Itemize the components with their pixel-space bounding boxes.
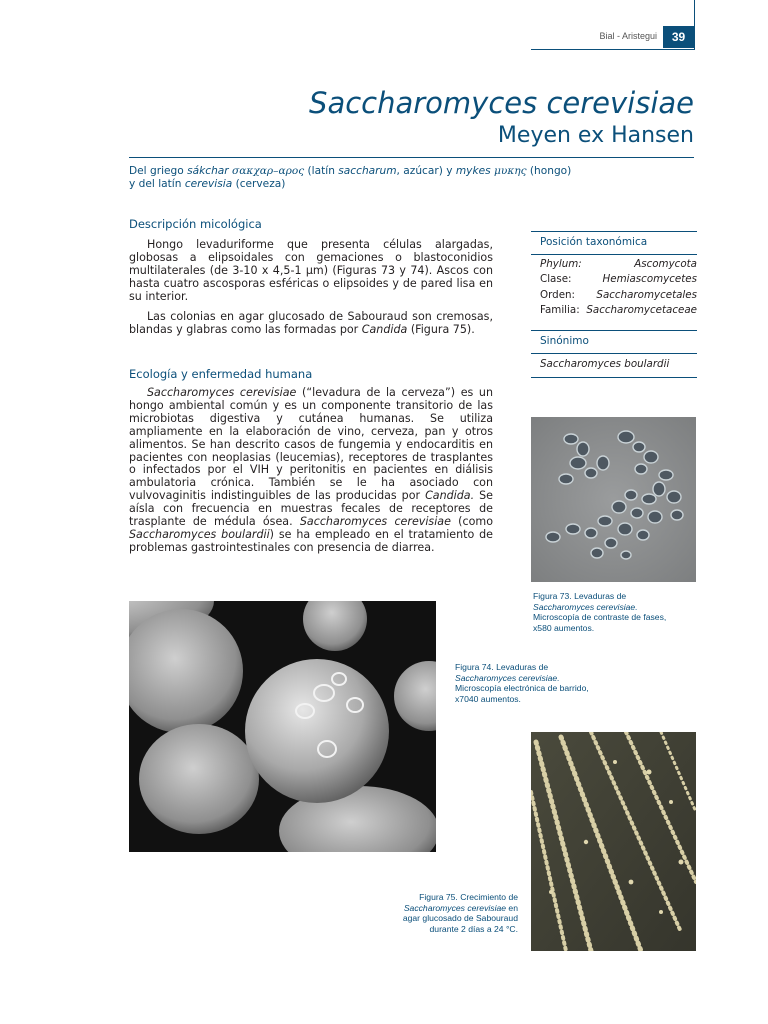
paragraph-colonias: [129, 311, 493, 337]
figure-74-caption: [455, 662, 620, 704]
caption-line: Figura 73. Levaduras de: [533, 591, 627, 601]
caption-line: Figura 74. Levaduras de: [455, 662, 549, 672]
figure-75-image: [531, 732, 696, 951]
taxonomy-row: [540, 304, 697, 316]
paragraph-text: ) se ha empleado en el tratamiento de problemas gastrointestinales con presencia de diarrea.: [129, 527, 494, 554]
figure-73-caption: [533, 591, 693, 633]
figure-73-photo: [531, 417, 696, 582]
paragraph-ecologia: [129, 387, 493, 555]
figure-74-image: [129, 601, 436, 852]
caption-line: durante 2 días a 24 °C.: [429, 923, 518, 934]
figure-75-caption: [360, 892, 518, 934]
etym-latin-word: saccharum: [338, 165, 397, 177]
etym-text: (latín: [304, 165, 339, 177]
caption-line: en: [506, 902, 518, 913]
caption-species: Saccharomyces cerevisiae.: [455, 672, 560, 683]
species-name: Saccharomyces cerevisiae: [299, 515, 451, 529]
species-title: Saccharomyces cerevisiae: [309, 86, 694, 120]
section-title-ecologia: Ecología y enfermedad humana: [129, 367, 313, 381]
paragraph-text: Hongo levaduriforme que presenta células alargadas, globosas a elipsoidales con gemaciones o blastoconidios multilaterales (de 3-10 x 4,5-1 μm) (Figuras 73 y 74). Ascos con hasta cuatro ascosporas esféricas o elipsoides y de pared lisa en su interior.: [129, 238, 493, 303]
caption-species: Saccharomyces cerevisiae: [403, 902, 507, 913]
caption-line: Figura 75. Crecimiento de: [419, 892, 518, 902]
header-rule: [531, 49, 695, 50]
taxonomy-row: [540, 258, 697, 270]
etym-greek-script: μυκης: [490, 165, 527, 177]
taxonomy-title: Posición taxonómica: [540, 236, 648, 248]
etymology: [129, 165, 599, 191]
synonym-title: Sinónimo: [540, 335, 589, 347]
sidebar-rule: [531, 377, 697, 378]
caption-line: agar glucosado de Sabouraud: [402, 913, 518, 924]
caption-line: x580 aumentos.: [533, 622, 595, 633]
etym-text: , azúcar) y: [396, 165, 456, 177]
caption-line: Microscopía de contraste de fases,: [533, 612, 667, 623]
header-vertical-rule: [694, 0, 695, 50]
figure-75-photo: [531, 732, 696, 951]
taxonomy-label: Familia:: [540, 304, 580, 316]
etym-text: Del griego: [129, 165, 188, 177]
title-rule: [129, 157, 694, 158]
species-name: Saccharomyces cerevisiae: [147, 386, 297, 399]
taxonomy-label: Phylum:: [540, 258, 582, 270]
taxonomy-label: Clase:: [540, 273, 572, 285]
section-title-descripcion: Descripción micológica: [129, 217, 262, 231]
taxonomy-row: [540, 273, 697, 285]
taxonomy-row: [540, 289, 697, 301]
taxonomy-value: Hemiascomycetes: [602, 273, 697, 285]
synonym-name: Saccharomyces boulardii: [129, 527, 270, 541]
sidebar-rule: [531, 254, 697, 255]
paragraph-descripcion: [129, 239, 493, 304]
page-number: 39: [663, 26, 694, 48]
caption-species: Saccharomyces cerevisiae.: [533, 601, 638, 612]
etym-text: y del latín: [129, 178, 185, 190]
sidebar-rule: [531, 353, 697, 354]
taxonomy-value: Saccharomycetales: [596, 289, 697, 301]
paragraph-text: (como: [450, 515, 493, 529]
genus-name: Candida.: [425, 489, 475, 503]
paragraph-text: (Figura 75).: [407, 322, 475, 336]
figure-73-image: [531, 417, 696, 582]
sidebar-rule: [531, 330, 697, 331]
header-author: Bial - Aristegui: [599, 31, 657, 41]
etym-greek-word: sákchar: [187, 165, 229, 177]
paragraph-text: Las colonias en agar glucosado de Sabouraud son cremosas, blandas y glabras como las formadas por: [129, 310, 493, 336]
sidebar-rule: [531, 231, 697, 232]
paragraph-text: Se aísla con frecuencia en muestras fecales de receptores de trasplante de médula ósea.: [129, 489, 493, 529]
taxonomy-value: Saccharomycetaceae: [586, 304, 697, 316]
taxonomy-value: Ascomycota: [634, 258, 697, 270]
caption-line: x7040 aumentos.: [455, 693, 521, 704]
etym-greek-word: mykes: [455, 165, 491, 177]
species-authority: Meyen ex Hansen: [497, 123, 694, 148]
genus-name: Candida: [361, 322, 408, 336]
etym-greek-script: σακχαρ–αρος: [228, 165, 305, 177]
etym-text: (cerveza): [232, 178, 286, 190]
synonym-value: Saccharomyces boulardii: [540, 358, 670, 370]
caption-line: Microscopía electrónica de barrido,: [455, 683, 589, 694]
etym-latin-word: cerevisia: [184, 178, 233, 190]
etym-text: (hongo): [526, 165, 572, 177]
paragraph-text: (“levadura de la cerveza”) es un hongo ambiental común y es un componente transitorio de las microbiotas digestiva y cutánea humanas. Se utiliza ampliamente en la elaboración de vino, cerveza, pan y otros alimentos. Se han descrito casos de fungemia y endocarditis en pacientes con neoplasias (leucemias), receptores de trasplantes o infectados por el VIH y peritonitis en pacientes en diálisis ambulatoria crónica. También se le ha asociado con vulvovaginitis indistinguibles de las producidas por: [129, 386, 493, 503]
taxonomy-label: Orden:: [540, 289, 576, 301]
figure-74-photo: [129, 601, 436, 852]
